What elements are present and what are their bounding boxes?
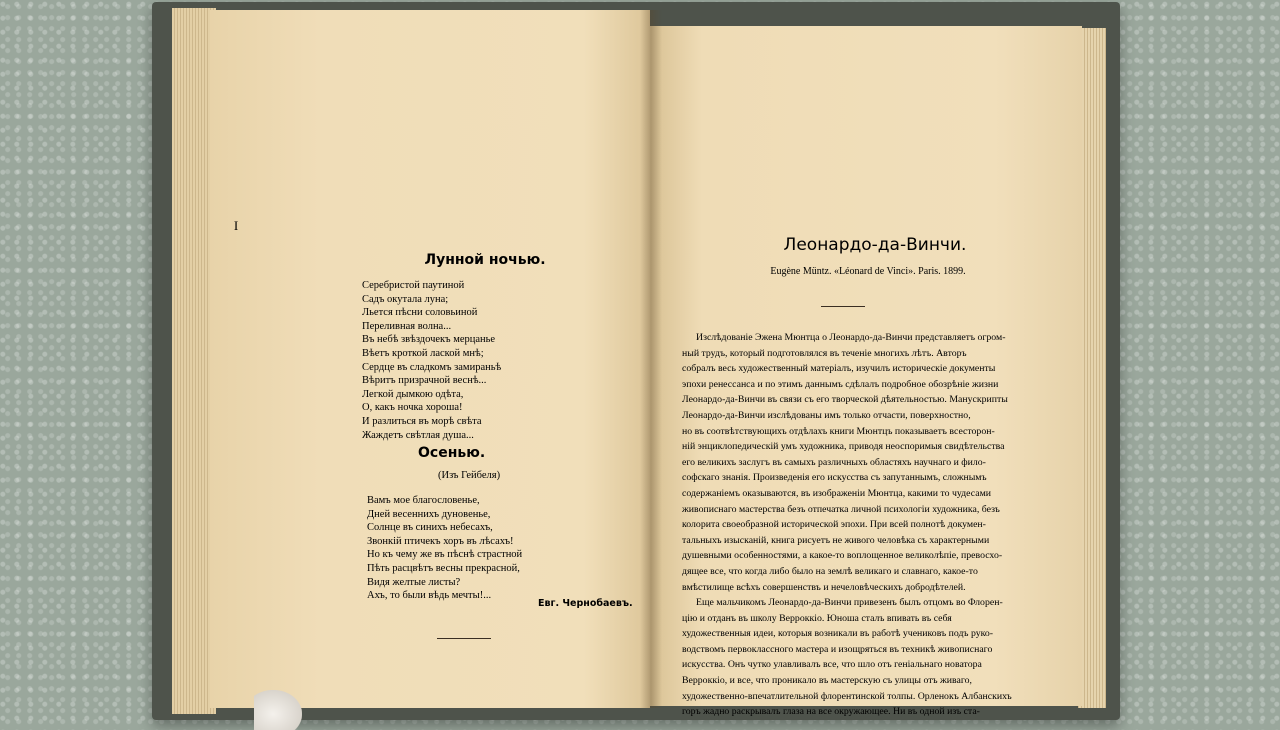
article-line: тальныхъ изысканій, книга рисуетъ не живого человѣка съ характерными [682, 534, 990, 546]
article-line: художественно-впечатлительной флорентинской толпы. Орленокъ Албанскихъ [682, 690, 1012, 702]
article-line: вмѣстилище всѣхъ совершенствъ и нечеловѣческихъ добродѣтелей. [682, 581, 966, 593]
article-line: Леонардо-да-Винчи изслѣдованы имъ только отчасти, поверхностно, [682, 409, 971, 421]
text-line: Видя желтые листы? [367, 576, 461, 588]
hand-thumb [254, 690, 302, 730]
article-line: колорита своеобразной исторической эпохи. При всей полнотѣ докумен- [682, 519, 986, 531]
page-edge-right [1078, 28, 1106, 708]
article-line: художественныя идеи, которыя возникали въ работѣ учениковъ подъ руко- [682, 628, 994, 640]
text-line: Садъ окутала луна; [362, 293, 449, 305]
text-line: Вѣритъ призрачной веснѣ... [362, 375, 487, 387]
book-gutter [640, 10, 662, 708]
poem-1 [362, 279, 562, 442]
article-line: горъ жадно раскрывалъ глаза на все окружающее. Ни въ одной изъ ста- [682, 706, 980, 718]
poem-title-1: Лунной ночью. [424, 252, 546, 268]
text-line: Ахъ, то были вѣдь мечты!... [367, 590, 492, 602]
article-line: Еще мальчикомъ Леонардо-да-Винчи привезенъ былъ отцомъ во Флорен- [696, 597, 1003, 609]
article-line: душевными особенностями, а какое-то воплощенное великолѣпіе, превосхо- [682, 550, 1003, 562]
text-line: О, какъ ночка хороша! [362, 402, 463, 414]
text-line: Вамъ мое благословенье, [367, 495, 480, 506]
text-line: Жаждетъ свѣтлая душа... [362, 429, 474, 441]
poem-2 [367, 494, 567, 603]
article-line: собралъ весь художественный матеріалъ, изучилъ историческіе документы [682, 363, 996, 375]
article-line: цію и отданъ въ школу Верроккіо. Юноша сталъ впивать въ себя [682, 612, 952, 624]
text-line: Легкой дымкою одѣта, [362, 388, 464, 400]
text-line: Серебристой паутиной [362, 280, 465, 291]
text-line: Солнце въ синихъ небесахъ, [367, 522, 493, 534]
section-numeral: I [233, 218, 239, 233]
text-line: Льется пѣсни соловьиной [362, 307, 478, 319]
text-line: Вѣетъ кроткой лаской мнѣ; [362, 347, 484, 359]
article-line: живописнаго мастерства безъ отпечатка личной психологіи художника, безъ [682, 503, 1000, 515]
text-line: Пѣть расцвѣтъ весны прекрасной, [367, 562, 520, 574]
article-line: Леонардо-да-Винчи въ связи съ его творческой дѣятельностью. Манускрипты [682, 394, 1008, 406]
article-line: его великихъ заслугъ въ самыхъ различныхъ областяхъ научнаго и фило- [682, 456, 986, 468]
article-line: эпохи ренессанса и по этимъ даннымъ сдѣлалъ подробное обозрѣніе жизни [682, 378, 999, 390]
article-line: содержаніемъ оказываются, въ изображеніи Мюнтца, какими то чудесами [682, 487, 992, 499]
poem-subtitle-2: (Изъ Гейбеля) [438, 470, 501, 481]
text-line: Дней весеннихъ дуновенье, [367, 508, 491, 520]
text-line: Сердце въ сладкомъ замираньѣ [362, 361, 502, 373]
article-line: ный трудъ, который подготовлялся въ теченіе многихъ лѣтъ. Авторъ [682, 347, 967, 359]
article-title: Леонардо-да-Винчи. [783, 235, 967, 255]
article-body [682, 330, 1019, 720]
divider-right [821, 306, 865, 307]
article-source: Eugène Müntz. «Léonard de Vinci». Paris. 1899. [770, 266, 966, 277]
article-line: Верроккіо, и все, что проникало въ мастерскую съ улицы отъ живаго, [682, 675, 972, 687]
divider-left [437, 638, 491, 639]
article-line: водствомъ первоклассного мастера и изощряться въ техникѣ живописнаго [682, 643, 993, 655]
article-line: софскаго знанія. Произведенія его искусства съ запутаннымъ, сложнымъ [682, 472, 987, 484]
article-line: искусства. Онъ чутко улавливалъ все, что шло отъ геніальнаго новатора [682, 659, 982, 671]
article-line: ній энциклопедическій умъ художника, приводя неоспоримыя свидѣтельства [682, 441, 1005, 453]
poem-title-2: Осенью. [418, 445, 486, 461]
poem-author: Евг. Чернобаевъ. [538, 598, 633, 609]
text-line: Но къ чему же въ пѣснѣ страстной [367, 549, 523, 561]
text-line: Въ небѣ звѣздочекъ мерцанье [362, 334, 496, 346]
text-line: И разлиться въ морѣ свѣта [362, 415, 482, 427]
article-line: но въ соотвѣтствующихъ отдѣлахъ книги Мюнтцъ показываетъ всесторон- [682, 425, 995, 437]
article-line: дящее все, что когда либо было на землѣ великаго и славнаго, какое-то [682, 565, 978, 577]
article-line: Изслѣдованіе Эжена Мюнтца о Леонардо-да-Винчи представляетъ огром- [696, 332, 1006, 343]
text-line: Звонкій птичекъ хоръ въ лѣсахъ! [367, 535, 514, 547]
text-line: Переливная волна... [362, 320, 452, 332]
